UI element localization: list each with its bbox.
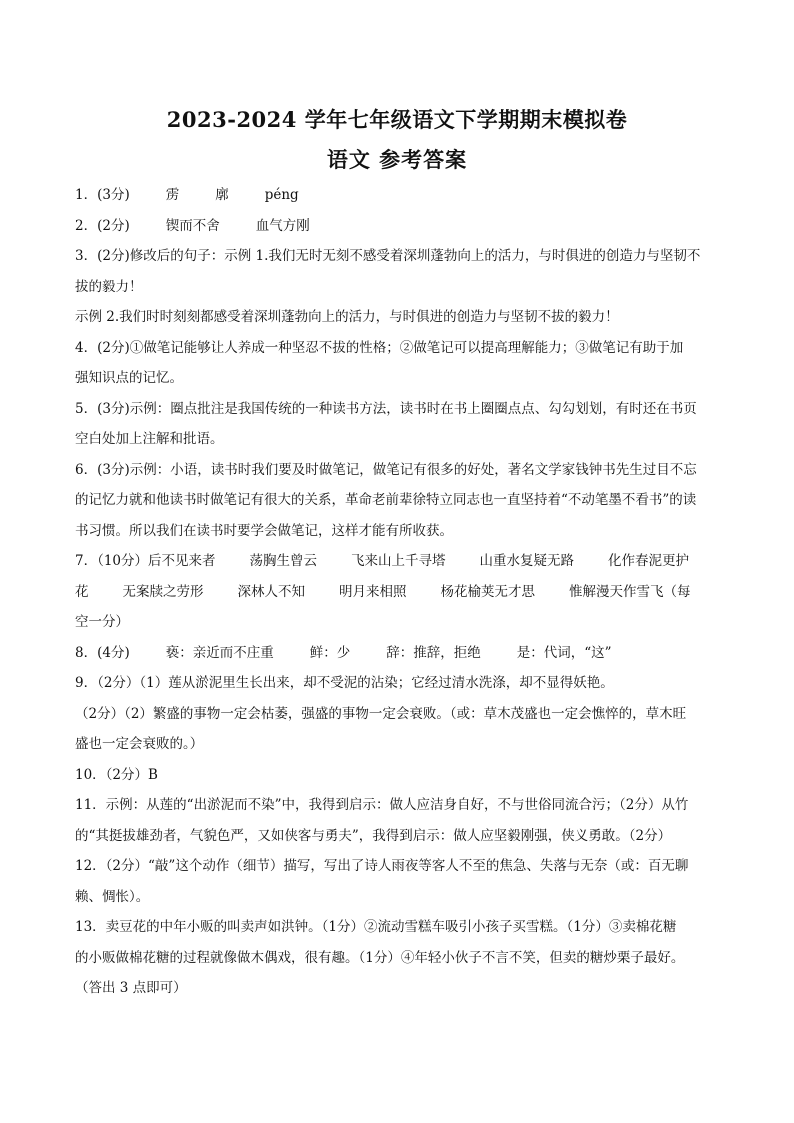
answer-7-item: 后不见来者 [148,553,216,569]
answer-7-item: 山重水复疑无路 [479,553,575,569]
page-title: 2023-2024 学年七年级语文下学期期末模拟卷 [166,107,628,132]
answer-8-item: 鲜：少 [309,644,351,661]
answer-4-line-2: 强知识点的记忆。 [75,370,183,386]
answer-9-line-2: （2分）（2）繁盛的事物一定会枯萎，强盛的事物一定会衰败。（或：草木茂盛也一定会憔悴的，草木旺 [75,705,687,722]
answer-4-line-1: 4．(2分)①做笔记能够让人养成一种坚忍不拔的性格；②做笔记可以提高理解能力；③做笔记有助于加 [75,339,684,356]
answer-12-line-2: 赖、惆怅）。 [75,888,150,905]
answer-7-line-3: 空一分） [75,614,129,630]
answer-2 [75,211,725,242]
answer-2-number: 2．(2分) [75,217,130,234]
answer-9-line-1: 9．（2分）（1）莲从淤泥里生长出来，却不受泥的沾染；它经过清水洗涤，却不显得妖艳。 [75,675,614,691]
answer-8 [75,638,725,669]
answer-1 [75,180,725,211]
answer-5-line-1: 5．(3分)示例：圈点批注是我国传统的一种读书方法，读书时在书上圈圈点点、勾勾划划，有时还在书页 [75,400,697,417]
answer-3-line-3: 示例 2.我们时时刻刻都感受着深圳蓬勃向上的活力，与时俱进的创造力与坚韧不拔的毅力！ [75,309,619,325]
answer-2-b: 血气方刚 [255,217,310,234]
answer-7-item: 花 [75,583,89,600]
answer-1-number: 1．(3分) [75,187,130,203]
answer-9-line-3: 盛也一定会衰败的。） [75,736,204,752]
answer-13-line-2: 的小贩做棉花糖的过程就像做木偶戏，很有趣。（1分）④年轻小伙子不言不笑，但卖的糖炒栗子最好。 [75,949,685,966]
answer-7-line-1 [75,546,725,577]
answer-8-item: 是：代词，“这” [516,644,612,661]
answer-2-a: 锲而不舍 [165,217,220,234]
answer-7-item: 飞来山上千寻塔 [351,553,446,569]
answer-7-item: （每 [663,583,691,600]
answer-10: 10．（2分）B [75,766,158,783]
answer-6-line-1: 6．(3分)示例：小语，读书时我们要及时做笔记，做笔记有很多的好处，著名文学家钱钟书先生过目不忘 [75,461,697,478]
answer-7-item: 无案牍之劳形 [122,583,204,600]
answer-1-a: 雳 [165,187,180,203]
answer-1-b: 廓 [215,187,229,203]
answer-3-line-2: 拔的毅力！ [75,278,143,295]
answer-8-item: 辞：推辞，拒绝 [386,644,481,661]
page-subtitle: 语文 参考答案 [326,147,468,172]
answer-7-item: 惟解漫天作雪飞 [569,583,664,600]
answer-13-line-3: （答出 3 点即可） [75,980,187,996]
answer-3-line-1: 3．(2分)修改后的句子：示例 1.我们无时无刻不感受着深圳蓬勃向上的活力，与时俱进的创造力与坚韧不 [75,248,701,264]
answer-5-line-2: 空白处加上注解和批语。 [75,431,224,447]
answer-7-line-2 [75,577,725,608]
answer-7-number: 7．（10分） [75,553,149,569]
answer-7-item: 明月来相照 [339,583,407,600]
answer-7-item: 荡胸生曾云 [249,553,318,569]
answer-8-item: 亵：亲近而不庄重 [165,644,274,661]
answer-6-line-2: 的记忆力就和他读书时做笔记有很大的关系，革命老前辈徐特立同志也一直坚持着“不动笔墨不看书”的读 [75,492,697,508]
answer-11-line-1: 11．示例：从莲的“出淤泥而不染”中，我得到启示：做人应洁身自好，不与世俗同流合污；（2分）从竹 [75,797,689,813]
answer-7-item: 化作春泥更护 [608,553,690,569]
answer-13-line-1: 13．卖豆花的中年小贩的叫卖声如洪钟。（1分）②流动雪糕车吸引小孩子买雪糕。（1分）③卖棉花糖 [75,919,677,935]
answer-6-line-3: 书习惯。所以我们在读书时要学会做笔记，这样才能有所收获。 [75,522,453,539]
answer-11-line-2: 的“其挺拔雄劲者，气貌色严，又如侠客与勇夫”，我得到启示：做人应坚毅刚强，侠义勇敢。（2分） [75,827,672,844]
answer-12-line-1: 12．（2分）“敲”这个动作（细节）描写，写出了诗人雨夜等客人不至的焦急、失落与无奈（或：百无聊 [75,858,689,874]
answer-1-c: péng [264,187,299,203]
answer-7-item: 杨花榆荚无才思 [440,583,535,600]
answer-7-item: 深林人不知 [237,583,305,600]
answers-body [75,180,725,1004]
answer-8-number: 8．(4分) [75,644,130,661]
